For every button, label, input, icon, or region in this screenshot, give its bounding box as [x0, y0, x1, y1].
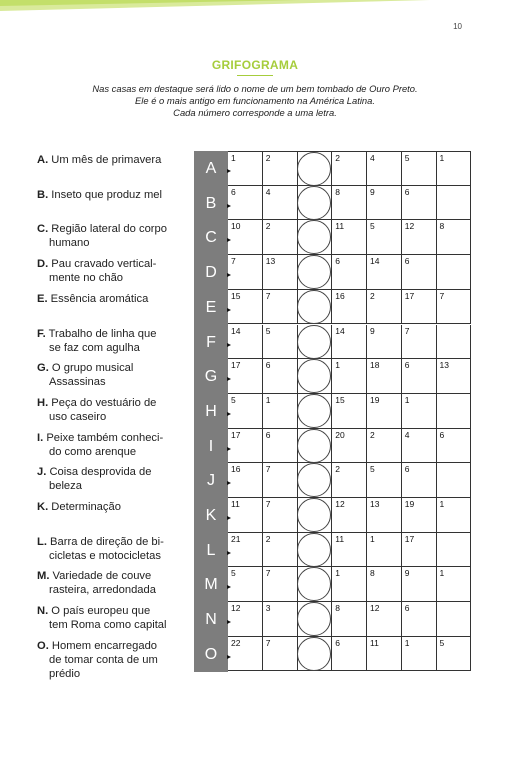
cell-number: 13: [265, 256, 276, 267]
row-letter: M: [204, 576, 218, 594]
cell-number: 5: [370, 221, 375, 232]
grid-cell[interactable]: [332, 220, 367, 255]
highlight-circle: [297, 255, 331, 289]
row-letter: C: [205, 229, 217, 247]
grid-cell[interactable]: [263, 394, 298, 429]
grid-cell[interactable]: [228, 533, 263, 568]
clue-g: [37, 361, 187, 389]
instruction-line: Cada número corresponde a uma letra.: [173, 107, 337, 118]
grid-cell[interactable]: [437, 429, 472, 464]
row-letter: F: [206, 333, 216, 351]
grid-cell[interactable]: [332, 602, 367, 637]
grid-cell[interactable]: [367, 290, 402, 325]
grid-cell[interactable]: [367, 498, 402, 533]
cell-number: 5: [404, 153, 410, 163]
clue-b: [37, 188, 187, 202]
clue-text: Um mês de primavera: [48, 154, 162, 166]
row-letter: G: [204, 368, 218, 386]
highlight-circle: [297, 359, 331, 393]
row-arrow-icon: [227, 551, 231, 555]
clue-letter: O.: [37, 639, 49, 652]
grid-cell[interactable]: [228, 567, 263, 602]
clue-n: [37, 604, 187, 632]
highlight-cell[interactable]: [298, 463, 333, 498]
clue-o: [37, 639, 187, 681]
cell-number: 10: [231, 221, 241, 232]
cell-number: 6: [404, 186, 410, 197]
row-letter: A: [205, 160, 217, 177]
grid-cell[interactable]: [228, 325, 263, 360]
cell-number: 6: [265, 360, 271, 371]
highlight-cell[interactable]: [298, 567, 333, 602]
clue-text: Assassinas: [49, 376, 106, 389]
clue-text: Coisa desprovida de: [46, 466, 152, 479]
grid-cell[interactable]: [437, 186, 472, 221]
grid-cell[interactable]: [228, 637, 263, 672]
cell-number: 17: [231, 429, 241, 440]
cell-number: 5: [370, 464, 375, 475]
clue-text: O grupo musical: [48, 362, 134, 375]
cell-number: 1: [335, 360, 340, 371]
highlight-cell[interactable]: [298, 533, 333, 568]
grid-cell[interactable]: [402, 325, 437, 360]
cell-number: 13: [439, 360, 449, 371]
highlight-circle: [297, 567, 331, 601]
cell-number: 19: [404, 499, 415, 509]
cell-number: 1: [404, 637, 410, 648]
grid-cell[interactable]: [367, 567, 402, 602]
grid-cell[interactable]: [437, 325, 472, 360]
grid-cell[interactable]: [263, 429, 298, 464]
grid-cell[interactable]: [437, 602, 472, 637]
cell-number: 5: [231, 394, 236, 405]
row-arrow-icon: [227, 169, 231, 173]
cell-number: 1: [265, 394, 271, 405]
grid-cell[interactable]: [263, 498, 298, 533]
cell-number: 15: [335, 394, 345, 405]
cell-number: 6: [265, 429, 271, 440]
grid-cell[interactable]: [332, 359, 367, 394]
clue-letter: B.: [37, 188, 49, 201]
grid-cell[interactable]: [437, 290, 472, 325]
grid-cell[interactable]: [228, 429, 263, 464]
grid-cell[interactable]: [402, 359, 437, 394]
grid-cell[interactable]: [332, 325, 367, 360]
clue-h: [37, 396, 187, 424]
cell-number: 11: [231, 499, 240, 509]
cell-number: 20: [335, 429, 345, 440]
clue-text: O país europeu que: [48, 605, 151, 618]
grid-cell[interactable]: [332, 498, 367, 533]
cell-number: 6: [404, 360, 410, 371]
grid-cell[interactable]: [402, 429, 437, 464]
cell-number: 12: [370, 603, 380, 614]
grid-cell[interactable]: [402, 290, 437, 325]
grid-cell[interactable]: [437, 394, 472, 429]
grid-cell[interactable]: [263, 533, 298, 568]
grid-cell[interactable]: [402, 151, 437, 186]
cell-number: 6: [439, 429, 445, 440]
cell-number: 13: [370, 499, 380, 509]
cell-number: 7: [265, 637, 271, 648]
highlight-circle: [297, 152, 331, 186]
cell-number: 8: [335, 603, 340, 614]
grid-cell[interactable]: [437, 567, 472, 602]
instructions: [0, 83, 510, 119]
cell-number: 1: [335, 568, 340, 579]
grid-cell[interactable]: [437, 151, 472, 186]
cell-number: 14: [370, 256, 380, 267]
grid-cell[interactable]: [263, 463, 298, 498]
grid-cell[interactable]: [263, 359, 298, 394]
puzzle-grid: [194, 151, 472, 672]
cell-number: 2: [335, 153, 340, 163]
cell-number: 6: [335, 256, 340, 267]
cell-number: 17: [404, 533, 415, 544]
cell-number: 7: [265, 499, 271, 509]
grid-cell[interactable]: [228, 463, 263, 498]
clue-text: beleza: [49, 480, 82, 493]
cell-number: 7: [265, 464, 271, 475]
row-arrow-icon: [227, 655, 231, 659]
cell-number: 1: [404, 394, 410, 405]
clue-text: Determinação: [48, 501, 121, 513]
cell-number: 6: [404, 603, 410, 614]
clue-text: Peixe também conheci-: [43, 431, 164, 444]
highlight-cell[interactable]: [298, 151, 333, 186]
grid-cell[interactable]: [402, 220, 437, 255]
cell-number: 2: [370, 290, 375, 301]
clue-text: uso caseiro: [49, 410, 107, 423]
cell-number: 17: [231, 360, 241, 371]
grid-cell[interactable]: [263, 602, 298, 637]
grid-cell[interactable]: [367, 394, 402, 429]
cell-number: 5: [265, 325, 271, 336]
grid-cell[interactable]: [402, 637, 437, 672]
grid-cell[interactable]: [228, 151, 263, 186]
grid-cell[interactable]: [437, 463, 472, 498]
clue-letter: N.: [37, 605, 49, 618]
clue-text: Homem encarregado: [48, 639, 158, 652]
cell-number: 12: [231, 603, 241, 614]
cell-number: 6: [404, 464, 410, 475]
grid-cell[interactable]: [332, 186, 367, 221]
highlight-circle: [297, 429, 331, 463]
clue-letter: L.: [37, 535, 47, 548]
cell-number: 11: [370, 637, 379, 648]
clue-letter: E.: [37, 292, 48, 305]
highlight-cell[interactable]: [298, 394, 333, 429]
highlight-circle: [297, 220, 331, 254]
grid-cell[interactable]: [437, 255, 472, 290]
grid-cell[interactable]: [367, 151, 402, 186]
grid-cell[interactable]: [228, 290, 263, 325]
clue-j: [37, 465, 187, 493]
grid-cell[interactable]: [367, 359, 402, 394]
decorative-top-band: [0, 0, 510, 14]
grid-cell[interactable]: [437, 498, 472, 533]
row-letter: H: [205, 402, 217, 420]
grid-cell[interactable]: [332, 463, 367, 498]
grid-cell[interactable]: [263, 186, 298, 221]
highlight-cell[interactable]: [298, 359, 333, 394]
grid-cell[interactable]: [367, 255, 402, 290]
grid-cell[interactable]: [402, 567, 437, 602]
instruction-line: Ele é o mais antigo em funcionamento na América Latina.: [135, 95, 375, 106]
highlight-cell[interactable]: [298, 220, 333, 255]
grid-cell[interactable]: [402, 498, 437, 533]
grid-cell[interactable]: [402, 533, 437, 568]
grid-cell[interactable]: [402, 394, 437, 429]
grid-cell[interactable]: [228, 498, 263, 533]
grid-cell[interactable]: [402, 602, 437, 637]
cell-number: 21: [231, 533, 241, 544]
clue-l: [37, 535, 187, 563]
row-letter: J: [207, 472, 215, 490]
highlight-cell[interactable]: [298, 498, 333, 533]
clue-text: humano: [49, 237, 90, 250]
cell-number: 11: [335, 533, 345, 544]
cell-number: 8: [335, 186, 340, 197]
row-arrow-icon: [227, 204, 231, 208]
clue-text: se faz com agulha: [49, 341, 140, 354]
clue-d: [37, 257, 187, 285]
clue-letter: A.: [37, 154, 49, 166]
highlight-cell[interactable]: [298, 602, 333, 637]
row-letter: I: [208, 437, 214, 455]
title-underline: [237, 75, 273, 76]
cell-number: 4: [404, 429, 410, 440]
grid-cell[interactable]: [367, 325, 402, 360]
cell-number: 6: [404, 256, 410, 267]
row-letter: B: [205, 194, 217, 212]
grid-cell[interactable]: [332, 429, 367, 464]
clue-letter: F.: [37, 327, 46, 340]
grid-cell[interactable]: [263, 220, 298, 255]
clue-text: Região lateral do corpo: [48, 223, 167, 236]
row-arrow-icon: [227, 585, 231, 589]
cell-number: 4: [265, 186, 271, 197]
instruction-line: Nas casas em destaque será lido o nome de um bem tombado de Ouro Preto.: [92, 83, 418, 94]
highlight-circle: [297, 394, 331, 428]
cell-number: 7: [231, 256, 236, 267]
clue-letter: C.: [37, 223, 49, 236]
clue-f: [37, 327, 187, 355]
cell-number: 6: [231, 186, 236, 197]
highlight-cell[interactable]: [298, 325, 333, 360]
clue-text: mente no chão: [49, 272, 124, 285]
cell-number: 1: [231, 153, 236, 163]
row-arrow-icon: [227, 273, 231, 277]
highlight-cell[interactable]: [298, 186, 333, 221]
cell-number: 3: [265, 603, 271, 614]
clue-a: [37, 153, 187, 167]
highlight-cell[interactable]: [298, 637, 333, 672]
highlight-circle: [297, 186, 331, 220]
cell-number: 2: [335, 464, 340, 475]
cell-number: 9: [370, 186, 375, 197]
cell-number: 9: [404, 568, 410, 579]
clue-letter: H.: [37, 396, 49, 409]
clue-text: de tomar conta de um: [49, 653, 158, 666]
grid-cell[interactable]: [437, 220, 472, 255]
cell-number: 1: [439, 499, 445, 509]
grid-cell[interactable]: [332, 255, 367, 290]
row-arrow-icon: [227, 620, 231, 624]
grid-cell[interactable]: [402, 463, 437, 498]
row-arrow-icon: [227, 238, 231, 242]
grid-cell[interactable]: [332, 533, 367, 568]
clue-text: Essência aromática: [47, 292, 149, 305]
highlight-cell[interactable]: [298, 255, 333, 290]
clue-letter: M.: [37, 570, 50, 583]
cell-number: 2: [265, 153, 271, 163]
row-letter: N: [205, 611, 217, 629]
grid-cell[interactable]: [228, 359, 263, 394]
cell-number: 12: [335, 499, 345, 509]
clue-text: prédio: [49, 667, 81, 680]
grid-cell[interactable]: [367, 533, 402, 568]
cell-number: 14: [335, 325, 345, 336]
grid-cell[interactable]: [228, 186, 263, 221]
cell-number: 14: [231, 325, 241, 336]
clue-letter: D.: [37, 258, 49, 271]
cell-number: 4: [370, 153, 375, 163]
clue-text: Trabalho de linha que: [45, 327, 157, 340]
page-number: 10: [453, 22, 462, 31]
highlight-circle: [297, 637, 331, 671]
grid-cell[interactable]: [437, 533, 472, 568]
cell-number: 6: [335, 637, 340, 648]
clue-letter: J.: [37, 466, 47, 479]
grid-cell[interactable]: [367, 186, 402, 221]
highlight-cell[interactable]: [298, 429, 333, 464]
grid-cell[interactable]: [228, 220, 263, 255]
clue-text: rasteira, arredondada: [49, 584, 156, 597]
cell-number: 7: [439, 290, 445, 301]
grid-cell[interactable]: [402, 186, 437, 221]
clue-c: [37, 222, 187, 250]
cell-number: 12: [404, 221, 415, 232]
cell-number: 8: [439, 221, 445, 232]
highlight-cell[interactable]: [298, 290, 333, 325]
cell-number: 17: [404, 290, 415, 301]
grid-cell[interactable]: [367, 637, 402, 672]
cell-number: 16: [231, 464, 241, 475]
highlight-circle: [297, 290, 331, 324]
clue-text: cicletas e motocicletas: [49, 549, 161, 562]
clue-letter: G.: [37, 362, 49, 375]
clue-text: do como arenque: [49, 445, 137, 458]
cell-number: 19: [370, 394, 380, 405]
cell-number: 22: [231, 637, 241, 648]
cell-number: 2: [370, 429, 375, 440]
cell-number: 11: [335, 221, 345, 232]
grid-cell[interactable]: [228, 394, 263, 429]
cell-number: 8: [370, 568, 375, 579]
grid-cell[interactable]: [402, 255, 437, 290]
row-arrow-icon: [227, 343, 231, 347]
grid-cell[interactable]: [437, 359, 472, 394]
row-arrow-icon: [227, 481, 231, 485]
clue-e: [37, 292, 187, 306]
highlight-circle: [297, 498, 331, 532]
clue-text: tem Roma como capital: [49, 619, 167, 632]
highlight-circle: [297, 463, 331, 497]
grid-cell[interactable]: [263, 290, 298, 325]
grid-cell[interactable]: [367, 429, 402, 464]
cell-number: 7: [265, 290, 271, 301]
clue-letter: K.: [37, 501, 49, 513]
grid-cell[interactable]: [228, 602, 263, 637]
grid-cell[interactable]: [263, 325, 298, 360]
row-letter: K: [205, 507, 217, 524]
row-letter: O: [204, 645, 218, 663]
row-letter: L: [206, 541, 216, 559]
grid-cell[interactable]: [332, 567, 367, 602]
highlight-circle: [297, 602, 331, 636]
cell-number: 5: [439, 637, 445, 648]
clue-letter: I.: [37, 431, 44, 444]
row-arrow-icon: [227, 308, 231, 312]
cell-number: 16: [335, 290, 345, 301]
cell-number: 1: [439, 153, 445, 163]
clue-text: Barra de direção de bi-: [46, 535, 164, 548]
highlight-circle: [297, 533, 331, 567]
clue-m: [37, 569, 187, 597]
grid-cell[interactable]: [367, 220, 402, 255]
grid-cell[interactable]: [263, 567, 298, 602]
cell-number: 5: [231, 568, 236, 579]
row-arrow-icon: [227, 516, 231, 520]
row-arrow-icon: [227, 412, 231, 416]
grid-cell[interactable]: [263, 255, 298, 290]
clue-text: Pau cravado vertical-: [48, 258, 157, 271]
row-letter: E: [205, 298, 217, 316]
cell-number: 1: [439, 568, 445, 579]
clue-text: Variedade de couve: [49, 570, 152, 583]
clue-text: Peça do vestuário de: [48, 396, 157, 409]
highlight-circle: [297, 325, 331, 359]
grid-cell[interactable]: [367, 602, 402, 637]
grid-cell[interactable]: [367, 463, 402, 498]
cell-number: 2: [265, 221, 271, 232]
grid-cell[interactable]: [332, 290, 367, 325]
grid-cell[interactable]: [263, 151, 298, 186]
grid-cell[interactable]: [437, 637, 472, 672]
row-arrow-icon: [227, 377, 231, 381]
cell-number: 18: [370, 360, 380, 371]
clue-k: [37, 500, 187, 514]
clue-i: [37, 431, 187, 459]
page-title: GRIFOGRAMA: [211, 58, 299, 72]
clue-text: Inseto que produz mel: [48, 188, 162, 201]
grid-cell[interactable]: [332, 151, 367, 186]
grid-cell[interactable]: [263, 637, 298, 672]
grid-cell[interactable]: [332, 394, 367, 429]
row-letter: D: [205, 264, 217, 282]
cell-number: 1: [370, 533, 375, 544]
cell-number: 15: [231, 290, 241, 301]
cell-number: 2: [265, 533, 271, 544]
grid-cell[interactable]: [228, 255, 263, 290]
cell-number: 7: [265, 568, 271, 579]
row-arrow-icon: [227, 447, 231, 451]
cell-number: 7: [404, 325, 410, 336]
grid-cell[interactable]: [332, 637, 367, 672]
cell-number: 9: [370, 325, 375, 336]
